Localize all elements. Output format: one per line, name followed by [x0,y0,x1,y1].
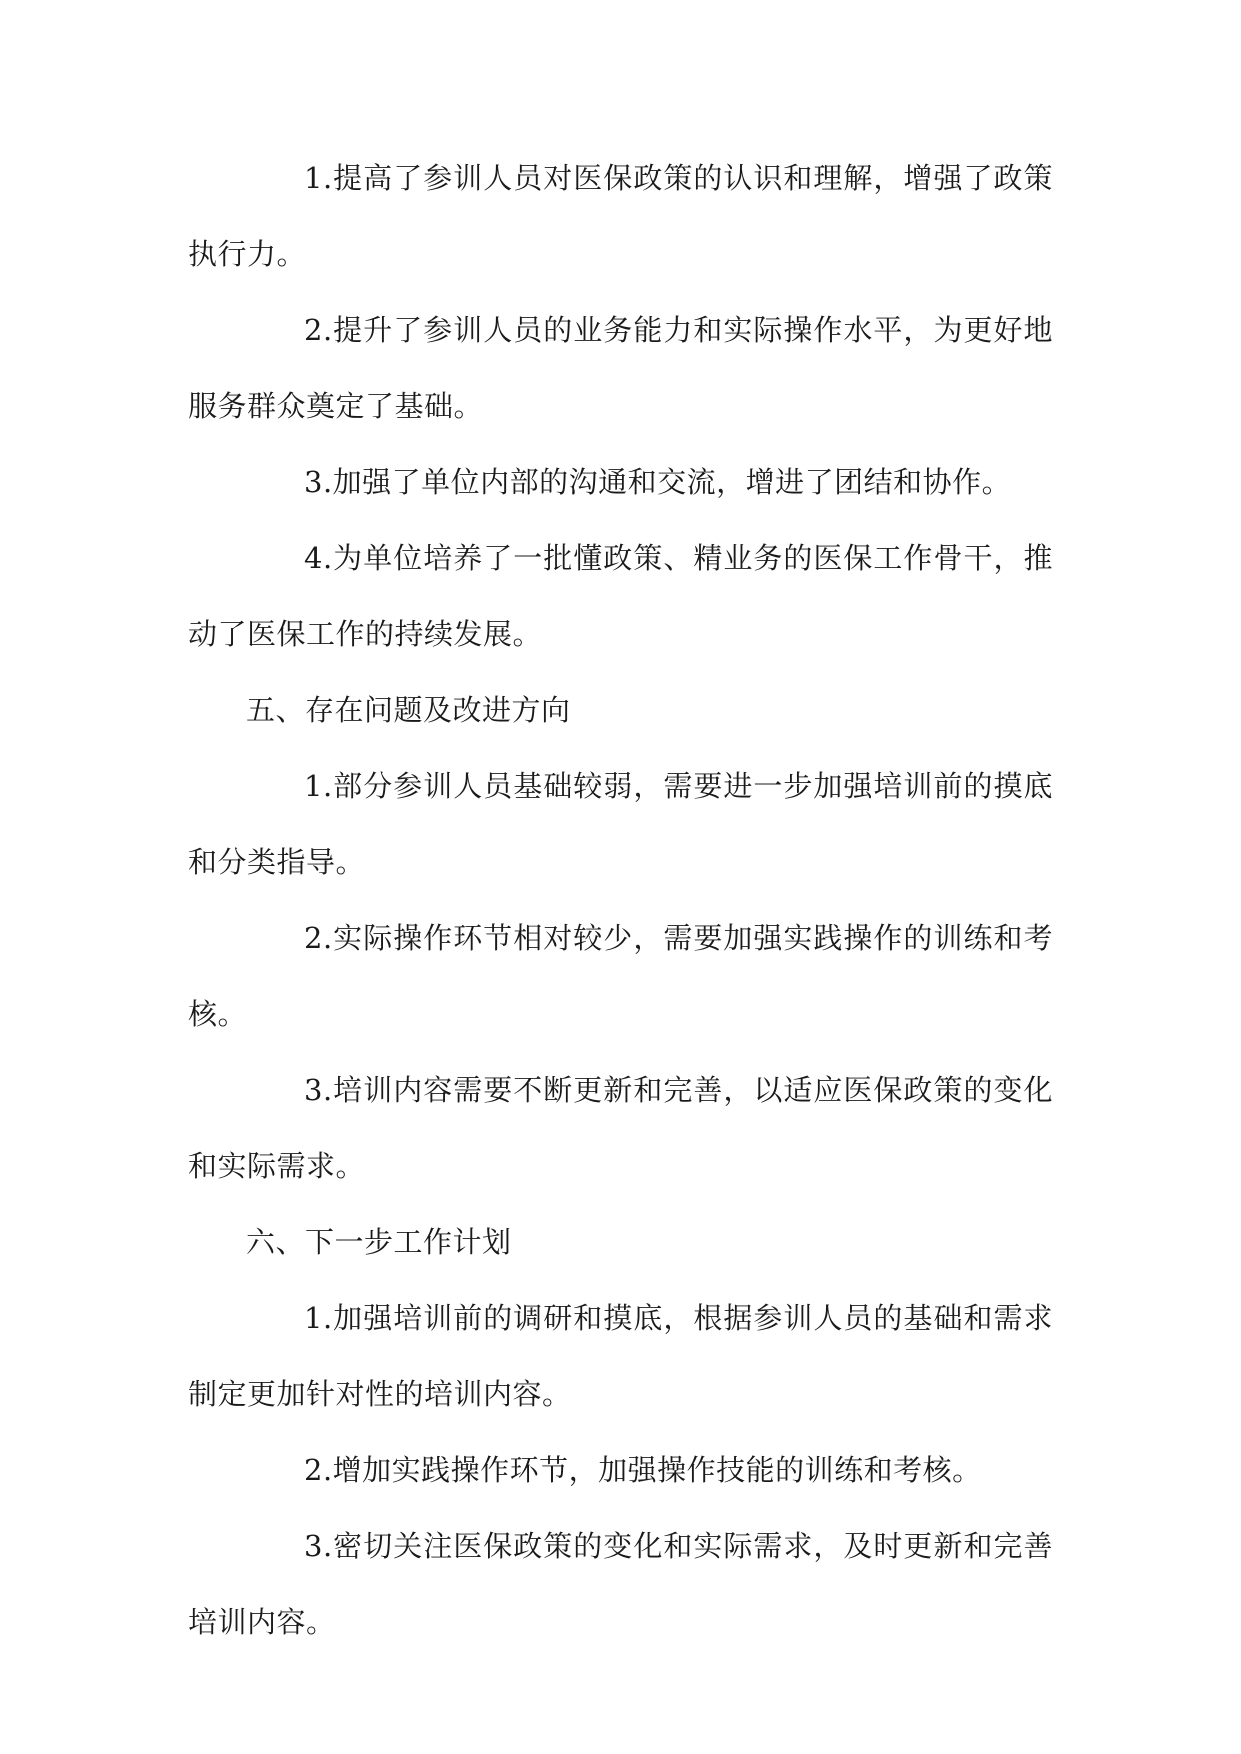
item-number: 2. [304,1453,333,1487]
list-item [188,520,1053,672]
item-text: 增加实践操作环节，加强操作技能的训练和考核。 [332,1453,982,1487]
item-number: 3. [304,1529,333,1563]
item-text: 提高了参训人员对医保政策的认识和理解，增强了政策执行力。 [188,161,1053,271]
item-number: 2. [304,313,333,347]
document-page [188,140,1053,1660]
list-item [188,140,1053,292]
item-number: 2. [304,921,333,955]
list-item [188,1432,1053,1508]
item-number: 1. [304,161,333,195]
item-text: 为单位培养了一批懂政策、精业务的医保工作骨干，推动了医保工作的持续发展。 [188,541,1053,651]
list-item [188,1508,1053,1660]
item-number: 1. [304,769,333,803]
section-heading [188,1204,1053,1280]
section-heading-text: 五、存在问题及改进方向 [246,693,571,727]
section-heading [188,672,1053,748]
item-number: 4. [304,541,333,575]
item-number: 1. [304,1301,333,1335]
list-item [188,748,1053,900]
item-number: 3. [304,1073,333,1107]
item-text: 实际操作环节相对较少，需要加强实践操作的训练和考核。 [188,921,1053,1031]
list-item [188,444,1053,520]
item-text: 加强培训前的调研和摸底，根据参训人员的基础和需求制定更加针对性的培训内容。 [188,1301,1053,1411]
item-number: 3. [304,465,333,499]
item-text: 培训内容需要不断更新和完善，以适应医保政策的变化和实际需求。 [188,1073,1053,1183]
list-item [188,1052,1053,1204]
section-heading-text: 六、下一步工作计划 [246,1225,512,1259]
item-text: 提升了参训人员的业务能力和实际操作水平，为更好地服务群众奠定了基础。 [188,313,1053,423]
list-item [188,1280,1053,1432]
item-text: 部分参训人员基础较弱，需要进一步加强培训前的摸底和分类指导。 [188,769,1053,879]
item-text: 密切关注医保政策的变化和实际需求，及时更新和完善培训内容。 [188,1529,1053,1639]
list-item [188,292,1053,444]
item-text: 加强了单位内部的沟通和交流，增进了团结和协作。 [332,465,1012,499]
list-item [188,900,1053,1052]
